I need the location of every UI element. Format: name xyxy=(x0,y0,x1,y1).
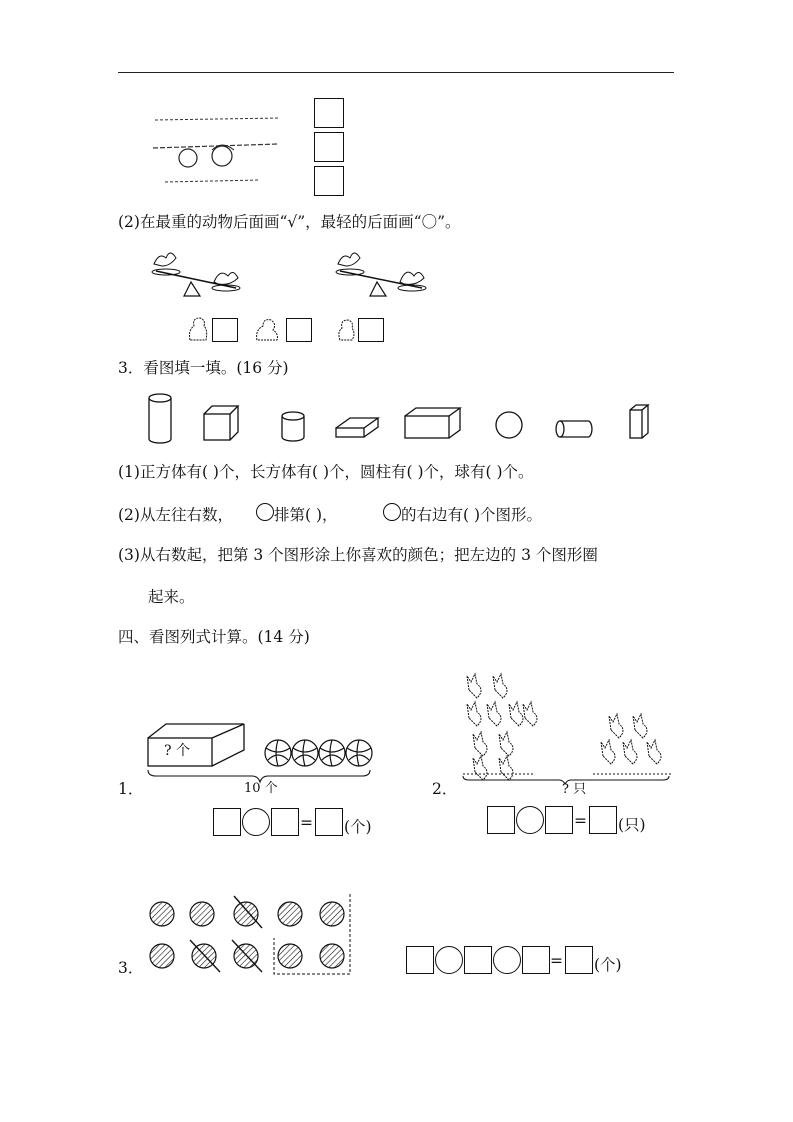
box-label: ? 个 xyxy=(164,743,190,759)
eq3-equals: = xyxy=(550,952,563,970)
rabbits-figure xyxy=(455,660,675,778)
eq1-operator-circle[interactable] xyxy=(242,808,270,836)
animal-answer-box-2[interactable] xyxy=(286,318,312,342)
animal-answer-box-1[interactable] xyxy=(212,318,238,342)
cylinder-icon-2 xyxy=(282,412,304,441)
animal-answer-box-3[interactable] xyxy=(358,318,384,342)
brace-label-1: 10 个 xyxy=(244,781,278,796)
eq1-result-box[interactable] xyxy=(315,808,343,836)
sphere-icon-inline xyxy=(256,503,274,521)
cylinder-icon xyxy=(149,394,171,443)
ball-icon xyxy=(265,740,372,766)
cylinder-icon-3 xyxy=(556,421,592,437)
answer-box-heaviest[interactable] xyxy=(314,98,344,128)
brace-label-2: ? 只 xyxy=(562,782,587,797)
question-3-line-3: (3)从右数起，把第 3 个图形涂上你喜欢的颜色；把左边的 3 个图形圈 xyxy=(118,546,598,564)
problem-3-number: 3． xyxy=(118,959,144,977)
cuboid-icon xyxy=(336,418,378,437)
eq3-result-box[interactable] xyxy=(565,946,593,974)
eq3-box-3[interactable] xyxy=(522,946,550,974)
eq1-box-2[interactable] xyxy=(271,808,299,836)
problem-1-number: 1． xyxy=(118,780,144,798)
eq2-result-box[interactable] xyxy=(589,806,617,834)
section-4-title: 四、看图列式计算。(14 分) xyxy=(118,628,310,646)
question-3-title: 3．看图填一填。(16 分) xyxy=(118,359,289,377)
eq2-box-1[interactable] xyxy=(487,806,515,834)
cube-icon xyxy=(204,406,238,440)
cuboid-icon-2 xyxy=(405,408,460,438)
eq3-box-1[interactable] xyxy=(406,946,434,974)
sphere-icon-inline-2 xyxy=(383,503,401,521)
animal-icon xyxy=(186,316,210,342)
eq3-box-2[interactable] xyxy=(464,946,492,974)
eq1-equals: = xyxy=(300,814,313,832)
eq2-box-2[interactable] xyxy=(545,806,573,834)
eq2-operator-circle[interactable] xyxy=(516,806,544,834)
eq1-unit: (个) xyxy=(344,818,372,836)
eq3-operator-circle-2[interactable] xyxy=(493,946,521,974)
question-3-line-2a: (2)从左往右数， xyxy=(118,506,233,524)
eq2-unit: (只) xyxy=(618,816,646,834)
eq1-box-1[interactable] xyxy=(213,808,241,836)
hatched-circles-figure xyxy=(140,890,360,980)
animal-balance-figure xyxy=(150,110,285,190)
cuboid-icon-3 xyxy=(630,405,648,438)
eq2-equals: = xyxy=(574,812,587,830)
eq3-operator-circle-1[interactable] xyxy=(435,946,463,974)
balance-scale-icon xyxy=(146,246,246,306)
question-3-line-1: (1)正方体有( )个，长方体有( )个，圆柱有( )个，球有( )个。 xyxy=(118,463,534,481)
question-3-line-2c: 的右边有( )个图形。 xyxy=(401,506,543,524)
question-2-text: (2)在最重的动物后面画“√”，最轻的后面画“〇”。 xyxy=(118,213,461,231)
eq3-unit: (个) xyxy=(594,956,622,974)
balance-scale-icon-2 xyxy=(330,246,430,306)
answer-box-lightest[interactable] xyxy=(314,166,344,196)
animal-icon xyxy=(336,316,358,342)
problem-2-number: 2． xyxy=(432,780,458,798)
sphere-icon xyxy=(496,412,522,438)
solids-row xyxy=(140,392,670,448)
answer-box-middle[interactable] xyxy=(314,132,344,162)
rabbit-icon xyxy=(467,674,661,780)
animal-icon xyxy=(254,316,282,342)
question-3-line-2b: 排第( )， xyxy=(274,506,338,524)
header-rule xyxy=(118,72,674,73)
question-3-line-3-cont: 起来。 xyxy=(148,588,195,606)
